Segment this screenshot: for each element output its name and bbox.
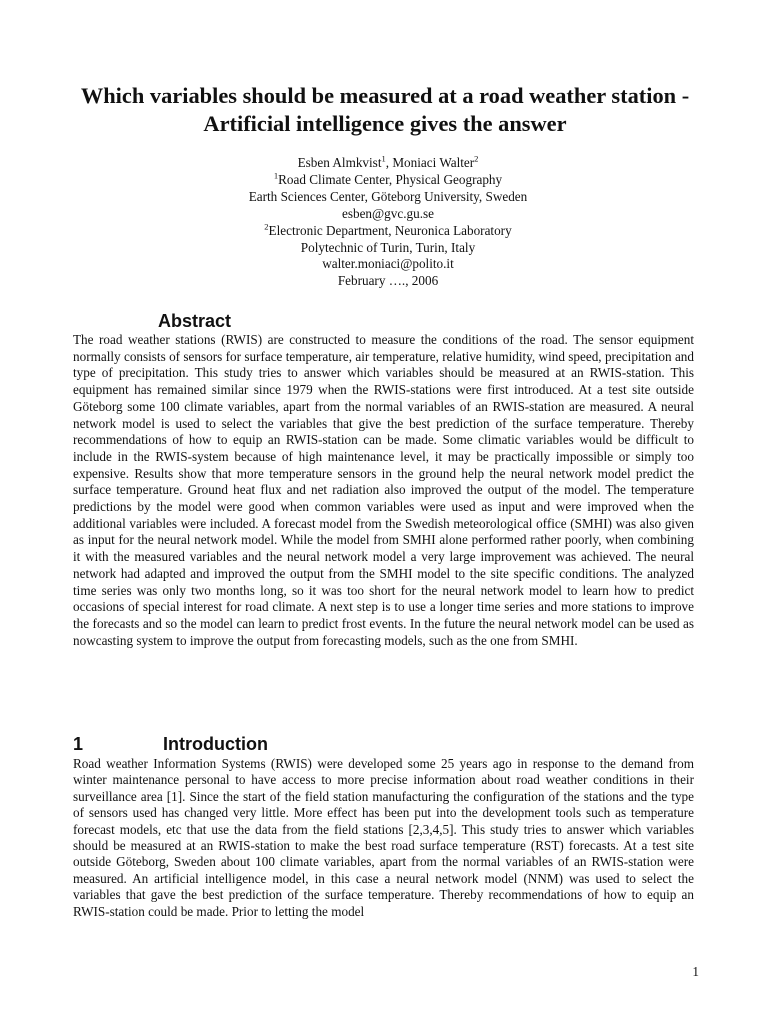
affiliation-text: Road Climate Center, Physical Geography xyxy=(278,171,503,187)
author-separator: , xyxy=(385,155,393,170)
author-email: walter.moniaci@polito.it xyxy=(322,256,454,272)
section-title: Introduction xyxy=(163,734,268,754)
affiliation-name xyxy=(150,223,626,240)
author-email: esben@gvc.gu.se xyxy=(342,205,434,221)
author-name: Moniaci Walter xyxy=(392,155,475,170)
introduction-text: Road weather Information Systems (RWIS) were developed some 25 years ago in response to the demand from winter maintenance personal to have access to more precise information about road weather conditions in their surveillance area [1]. Since the start of the field station manufacturing the configuration of the stations and the type of sensors used has changed very little. More effect has been put into the development tools such as temperature forecast models, etc that use the data from the field stations [2,3,4,5]. This study tries to answer which variables should be measured at an RWIS-station to make the best road surface temperature (RST) forecasts. At a test site outside Göteborg, Sweden about 100 climate variables, apart from the normal variables of an RWIS-station were measured. An artificial intelligence model, in this case a neural network model (NNM) was used to select the variables that gave the best prediction of the surface temperature. Thereby recommendations of how to equip an RWIS-station could be made. Prior to letting the model xyxy=(73,756,694,919)
page-number: 1 xyxy=(692,964,699,979)
abstract-heading: Abstract xyxy=(158,311,232,331)
affiliation-name xyxy=(150,172,626,189)
affiliation-institution: Earth Sciences Center, Göteborg University, Sweden xyxy=(248,188,528,204)
section-number: 1 xyxy=(73,734,84,754)
affiliation-marker: 2 xyxy=(264,221,269,232)
abstract-text: The road weather stations (RWIS) are constructed to measure the conditions of the road. The sensor equipment normally consists of sensors for surface temperature, air temperature, relative humidity, wind speed, precipitation and type of precipitation. This study tries to answer which variables should be measured at an RWIS-station. This equipment has remained similar since 1979 when the RWIS-stations were first introduced. At a test site outside Göteborg some 100 climate variables, apart from the normal variables of an RWIS-station are measured. A neural network model is used to select the variables that give the best prediction of the surface temperature. Thereby recommendations of how to equip an RWIS-station can be made. Some climatic variables would be difficult to include in the RWIS-system because of high maintenance level, it may be practically impossible or simply too expensive. Results show that more temperature sensors in the ground help the neural network model predict the surface temperature. Ground heat flux and net radiation also improved the output of the model. The temperature predictions by the model were good when common variables were used as input and were improved when the additional variables were included. A forecast model from the Swedish meteorological office (SMHI) was also given as input for the neural network model. While the model from SMHI alone performed rather poorly, when combining it with the measured variables and the neural network model a very large improvement was achieved. The neural network had adapted and improved the output from the SMHI model to the site specific conditions. The analyzed time series was only two months long, so it was too short for the neural network model to learn how to predict occasions of special interest for road climate. A next step is to use a longer time series and more stations to improve the forecasts and so the model can learn to predict frost events. In the future the neural network model can be used as nowcasting system to improve the output from forecasting models, such as the one from SMHI. xyxy=(73,332,694,648)
author-line xyxy=(150,155,626,172)
author-name: Esben Almkvist xyxy=(297,155,382,170)
affiliation-marker: 1 xyxy=(273,170,279,181)
paper-title: Which variables should be measured at a road weather station - Artificial intelligence gives the answer xyxy=(80,83,690,136)
affiliation-text: Electronic Department, Neuronica Laboratory xyxy=(268,222,512,238)
author-block xyxy=(150,155,626,290)
affiliation-institution: Polytechnic of Turin, Turin, Italy xyxy=(300,239,476,255)
introduction-heading xyxy=(73,733,268,755)
author-affiliation-marker: 2 xyxy=(474,153,479,164)
author-affiliation-marker: 1 xyxy=(381,153,386,164)
publication-date: February …., 2006 xyxy=(337,273,439,289)
